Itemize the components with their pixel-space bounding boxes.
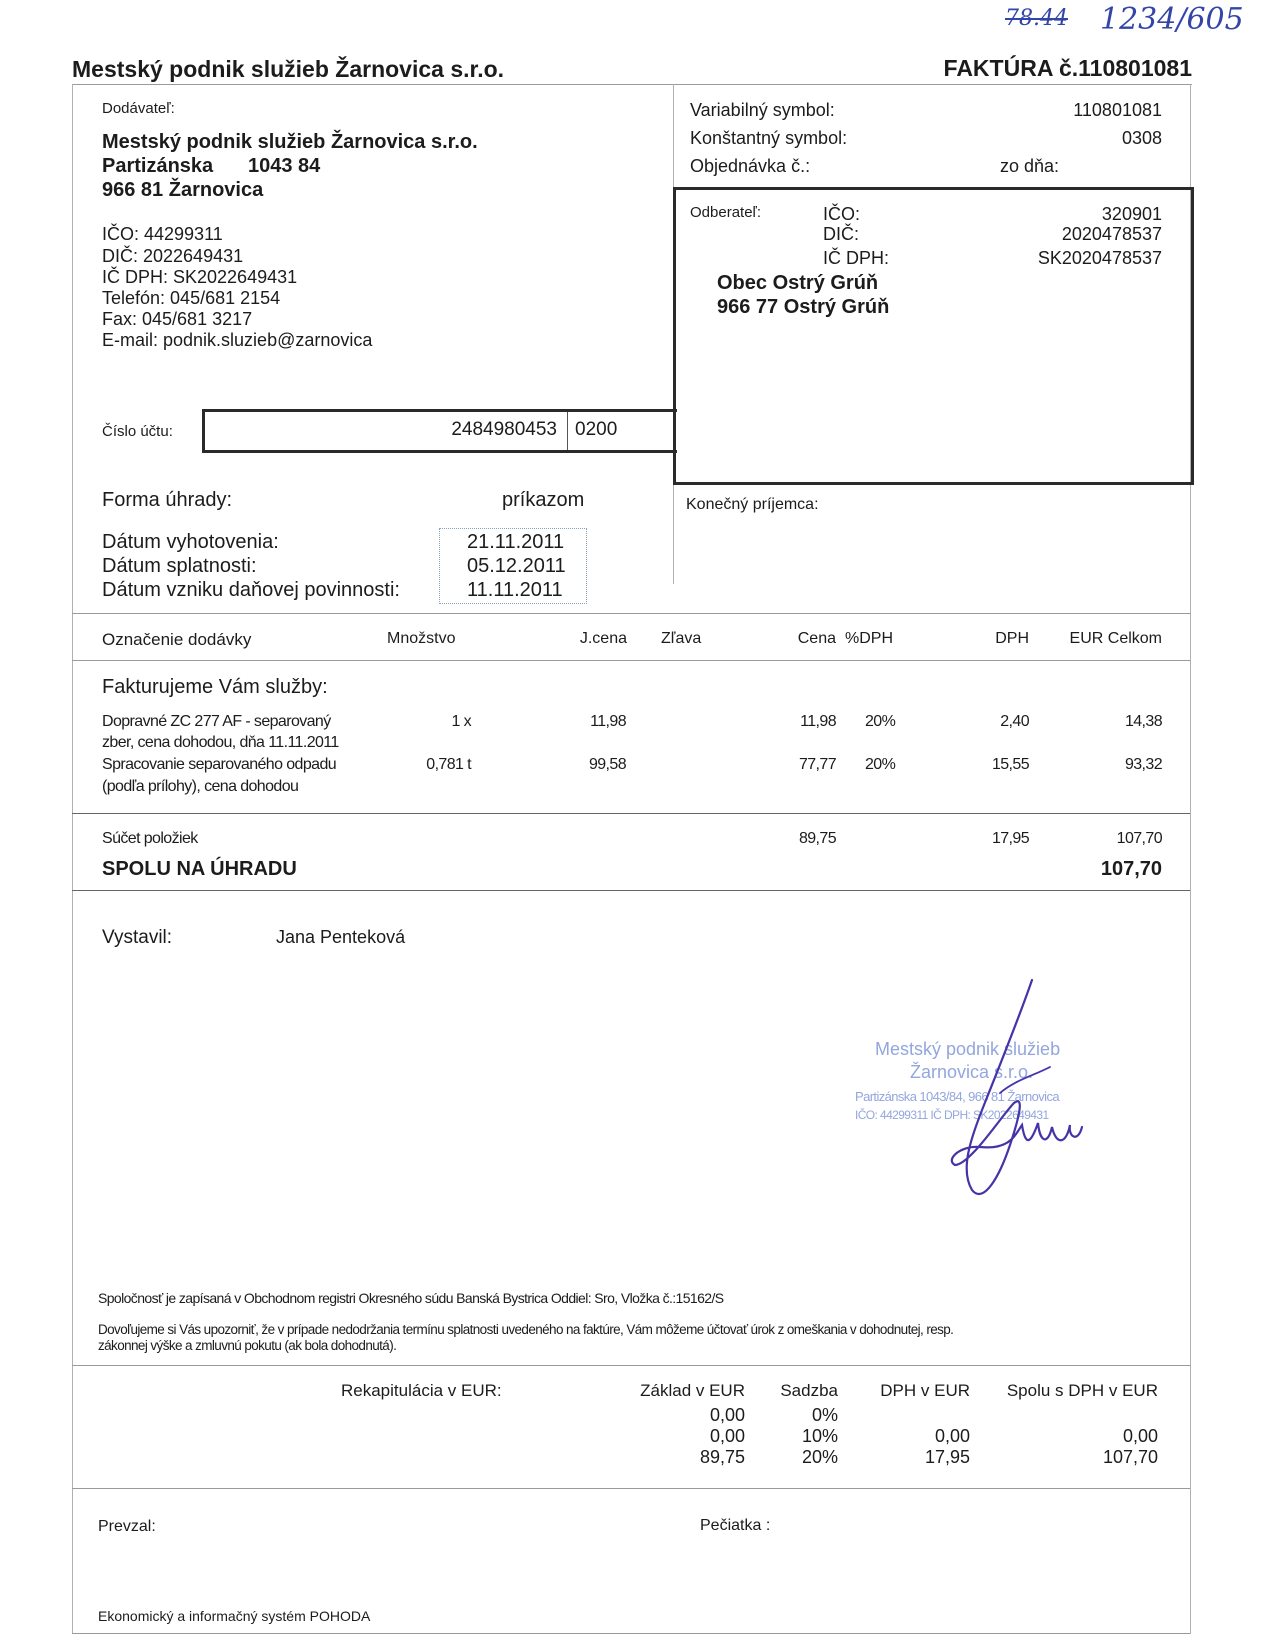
row-price: 77,77 — [798, 756, 836, 773]
company-title: Mestský podnik služieb Žarnovica s.r.o. — [72, 56, 505, 82]
due-date-value: 05.12.2011 — [467, 555, 566, 577]
account-label: Číslo účtu: — [102, 423, 173, 440]
recap-rule — [72, 1488, 1190, 1489]
supplier-name: Mestský podnik služieb Žarnovica s.r.o. — [102, 131, 478, 153]
table-header-rule — [72, 660, 1190, 661]
row-quantity: 0,781 t — [426, 756, 471, 773]
recap-header-vat: DPH v EUR — [880, 1381, 970, 1400]
customer-icdph-value: SK2020478537 — [1037, 248, 1162, 268]
row-quantity: 1 x — [451, 713, 471, 730]
recap-base: 0,00 — [709, 1426, 745, 1446]
variabilny-symbol-value: 110801081 — [1073, 100, 1162, 120]
supplier-street: Partizánska — [102, 155, 214, 177]
col-header-total: EUR Celkom — [1069, 630, 1162, 647]
recap-header-rate: Sadzba — [780, 1381, 838, 1400]
table-bottom-rule — [72, 890, 1190, 891]
row-vat-rate: 20% — [865, 713, 896, 730]
handwritten-struck-number: 78.44 — [1005, 6, 1068, 31]
registry-note: Spoločnosť je zapísaná v Obchodnom registri Okresného súdu Banská Bystrica Oddiel: Sro, Vložka č.:15162/S — [98, 1290, 724, 1306]
supplier-fax: Fax: 045/681 3217 — [102, 309, 253, 329]
row-unit-price: 11,98 — [590, 713, 626, 730]
supplier-city: 966 81 Žarnovica — [102, 179, 264, 201]
header-rule — [72, 84, 1192, 85]
recap-label: Rekapitulácia v EUR: — [341, 1381, 502, 1400]
row-total: 14,38 — [1124, 713, 1162, 730]
sum-vat: 17,95 — [991, 830, 1029, 847]
stamp-line1: Mestský podnik služieb — [875, 1039, 1061, 1059]
stamp-line2: Žarnovica s.r.o. — [910, 1062, 1034, 1082]
table-top-rule — [72, 613, 1190, 614]
row-price: 11,98 — [800, 713, 836, 730]
table-sum-rule — [72, 813, 1190, 814]
customer-city: 966 77 Ostrý Grúň — [717, 296, 890, 318]
variabilny-symbol-label: Variabilný symbol: — [690, 100, 835, 120]
customer-dic-label: DIČ: — [823, 224, 859, 244]
recap-vat: 0,00 — [934, 1426, 970, 1446]
recap-rate: 20% — [801, 1447, 838, 1467]
payment-warning-line2: zákonnej výške a zmluvnú pokutu (ak bola dohodnutá). — [98, 1338, 397, 1353]
konstantny-symbol-value: 0308 — [1121, 128, 1162, 148]
sum-label: Súčet položiek — [102, 830, 198, 847]
col-header-mnozstvo: Množstvo — [387, 630, 456, 647]
signature — [940, 975, 1110, 1215]
left-frame-line — [72, 84, 73, 1634]
customer-name: Obec Ostrý Grúň — [717, 272, 879, 294]
system-footer: Ekonomický a informačný systém POHODA — [98, 1608, 371, 1624]
account-separator — [567, 412, 568, 450]
customer-label: Odberateľ: — [690, 204, 762, 221]
recap-rate: 0% — [811, 1405, 838, 1425]
stamp-line3: Partizánska 1043/84, 966 81 Žarnovica — [855, 1089, 1059, 1104]
row-unit-price: 99,58 — [588, 756, 626, 773]
issue-date-value: 21.11.2011 — [467, 531, 565, 553]
recap-total: 107,70 — [1102, 1447, 1158, 1467]
col-header-oznacenie: Označenie dodávky — [102, 630, 252, 649]
recap-base: 0,00 — [709, 1405, 745, 1425]
customer-icdph-label: IČ DPH: — [823, 248, 890, 268]
supplier-phone: Telefón: 045/681 2154 — [102, 288, 281, 308]
supplier-street-number: 1043 84 — [248, 155, 321, 177]
row-total: 93,32 — [1124, 756, 1162, 773]
sum-price: 89,75 — [798, 830, 836, 847]
konstantny-symbol-label: Konštantný symbol: — [690, 128, 848, 148]
received-by-label: Prevzal: — [98, 1518, 156, 1535]
issued-by-name: Jana Penteková — [276, 927, 406, 947]
account-bank-code: 0200 — [575, 419, 618, 440]
table-intro: Fakturujeme Vám služby: — [102, 676, 328, 698]
customer-dic-value: 2020478537 — [1061, 224, 1162, 244]
col-header-zlava: Zľava — [661, 630, 702, 647]
supplier-icdph: IČ DPH: SK2022649431 — [102, 267, 298, 287]
customer-ico-value: 320901 — [1101, 204, 1162, 224]
amount-due-label: SPOLU NA ÚHRADU — [102, 858, 297, 880]
payment-warning-line1: Dovoľujeme si Vás upozorniť, že v prípade nedodržania termínu splatnosti uvedeného na faktúre, Vám môžeme účtovať úrok z omeškania v dohodnutej, resp. — [98, 1322, 954, 1337]
row-description-line2: zber, cena dohodou, dňa 11.11.2011 — [102, 734, 339, 751]
payment-form-label: Forma úhrady: — [102, 489, 233, 511]
recap-total: 0,00 — [1122, 1426, 1158, 1446]
page-bottom-rule — [72, 1633, 1190, 1634]
col-header-jcena: J.cena — [579, 630, 627, 647]
tax-date-label: Dátum vzniku daňovej povinnosti: — [102, 579, 400, 601]
supplier-dic: DIČ: 2022649431 — [102, 246, 244, 266]
issued-by-label: Vystavil: — [102, 927, 173, 948]
col-header-vat-rate: %DPH — [845, 630, 894, 647]
supplier-ico: IČO: 44299311 — [102, 224, 223, 244]
row-vat: 15,55 — [991, 756, 1029, 773]
recap-header-total: Spolu s DPH v EUR — [1006, 1381, 1158, 1400]
col-header-cena: Cena — [797, 630, 836, 647]
row-description-line1: Spracovanie separovaného odpadu — [102, 756, 337, 773]
notes-rule — [72, 1365, 1190, 1366]
recap-rate: 10% — [801, 1426, 838, 1446]
objednavka-label: Objednávka č.: — [690, 156, 811, 176]
amount-due-total: 107,70 — [1100, 858, 1162, 880]
zo-dna-label: zo dňa: — [1000, 156, 1060, 176]
row-vat: 2,40 — [1000, 713, 1029, 730]
sum-total: 107,70 — [1116, 830, 1162, 847]
col-header-vat: DPH — [995, 630, 1029, 647]
stamp-line4: IČO: 44299311 IČ DPH: SK2022649431 — [855, 1108, 1049, 1122]
customer-ico-label: IČO: — [823, 204, 861, 224]
row-description-line2: (podľa prílohy), cena dohodou — [102, 778, 299, 795]
tax-date-value: 11.11.2011 — [467, 579, 563, 601]
supplier-label: Dodávateľ: — [102, 100, 175, 117]
account-box — [202, 409, 677, 453]
due-date-label: Dátum splatnosti: — [102, 555, 257, 577]
recap-vat: 17,95 — [924, 1447, 970, 1467]
row-description-line1: Dopravné ZC 277 AF - separovaný — [102, 713, 331, 730]
stamp-field-label: Pečiatka : — [700, 1517, 771, 1534]
invoice-title: FAKTÚRA č.110801081 — [943, 55, 1192, 81]
payment-form-value: príkazom — [502, 489, 585, 511]
row-vat-rate: 20% — [865, 756, 896, 773]
recap-base: 89,75 — [699, 1447, 745, 1467]
final-recipient-label: Konečný príjemca: — [686, 496, 819, 513]
account-number: 2484980453 — [451, 419, 557, 440]
recap-header-base: Základ v EUR — [640, 1381, 745, 1400]
handwritten-invoice-number: 1234/605 — [1100, 2, 1244, 37]
issue-date-label: Dátum vyhotovenia: — [102, 531, 279, 553]
supplier-email: E-mail: podnik.sluzieb@zarnovica — [102, 330, 373, 350]
